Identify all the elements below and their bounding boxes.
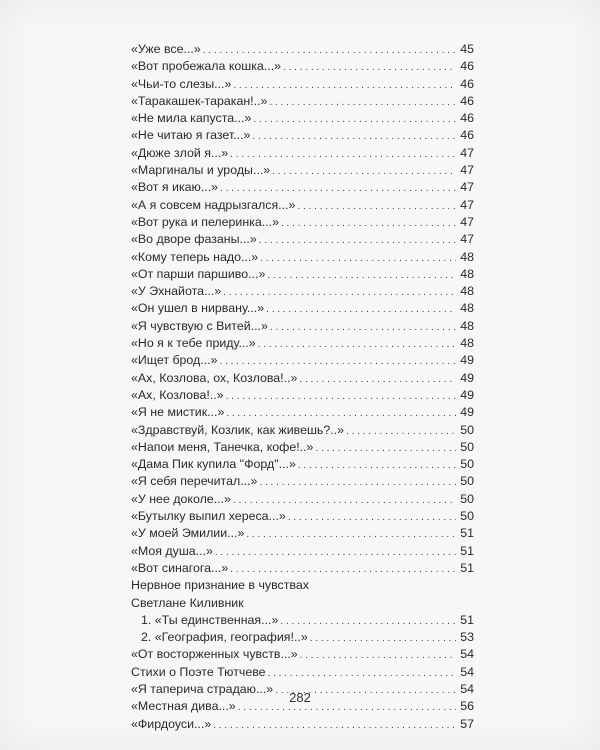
- toc-entry-title: «Ах, Козлова, ох, Козлова!..»: [131, 370, 298, 385]
- toc-list: [131, 41, 474, 577]
- toc-entry: [131, 300, 474, 317]
- dot-leader: [226, 404, 456, 422]
- toc-entry-page: 49: [460, 370, 474, 385]
- toc-entry-title: «Я не мистик...»: [131, 405, 225, 420]
- toc-entry: [131, 41, 474, 58]
- toc-entry-title: «У моей Эмилии...»: [131, 526, 245, 541]
- toc-entry: [131, 370, 474, 387]
- toc-entry-title: «Дюже злой я...»: [131, 145, 229, 160]
- toc-entry-page: 46: [460, 128, 474, 143]
- toc-entry-title: «У нее доколе...»: [131, 491, 231, 506]
- dot-leader: [258, 335, 456, 353]
- dot-leader: [230, 560, 456, 578]
- dot-leader: [267, 266, 456, 284]
- toc-entry: [131, 318, 474, 335]
- toc-tail-list: [131, 681, 474, 733]
- toc-entry: [131, 387, 474, 404]
- dot-leader: [281, 214, 456, 232]
- dot-leader: [299, 370, 456, 388]
- toc-entry: [131, 76, 474, 93]
- dot-leader: [230, 145, 456, 163]
- toc-entry-page: 47: [460, 197, 474, 212]
- dot-leader: [252, 127, 456, 145]
- dot-leader: [223, 283, 456, 301]
- toc-entry: [131, 249, 474, 266]
- toc-entry-title: 1. «Ты единственная...»: [141, 612, 279, 627]
- toc-entry-page: 54: [460, 647, 474, 662]
- toc-entry-title: «Бутылку выпил хереса...»: [131, 509, 286, 524]
- dot-leader: [346, 422, 456, 440]
- toc-entry-title: «Во дворе фазаны...»: [131, 232, 257, 247]
- dot-leader: [233, 491, 456, 509]
- toc-entry-page: 50: [460, 474, 474, 489]
- toc-entry-page: 48: [460, 266, 474, 281]
- dot-leader: [246, 525, 456, 543]
- toc-entry-page: 47: [460, 214, 474, 229]
- toc-entry-page: 50: [460, 457, 474, 472]
- toc-entry-title: 2. «География, география!..»: [141, 630, 308, 645]
- dot-leader: [298, 456, 456, 474]
- toc-entry-page: 47: [460, 180, 474, 195]
- toc-entry: [131, 612, 474, 629]
- toc-entry-page: 50: [460, 422, 474, 437]
- toc-section-entry: [131, 664, 474, 681]
- toc-entry-page: 56: [460, 699, 474, 714]
- toc-entry-page: 50: [460, 439, 474, 454]
- dot-leader: [280, 612, 456, 630]
- toc-entry-title: «От восторженных чувств...»: [131, 647, 298, 662]
- toc-entry: [131, 179, 474, 196]
- toc-entry: [131, 352, 474, 369]
- toc-entry-title: «Уже все...»: [131, 42, 201, 56]
- dot-leader: [315, 439, 456, 457]
- toc-entry-title: «Таракашек-таракан!..»: [131, 93, 268, 108]
- dot-leader: [226, 387, 456, 405]
- toc-entry-title: «Маргиналы и уроды...»: [131, 163, 271, 178]
- toc-entry-title: «Местная дива...»: [131, 699, 236, 714]
- toc-entry-title: «Здравствуй, Козлик, как живешь?..»: [131, 422, 345, 437]
- toc-entry: [131, 473, 474, 490]
- table-of-contents: [131, 41, 474, 733]
- toc-entry-page: 48: [460, 249, 474, 264]
- dot-leader: [220, 352, 456, 370]
- toc-entry-title: «Я таперича страдаю...»: [131, 681, 274, 696]
- toc-entry-page: 50: [460, 491, 474, 506]
- toc-entry-page: 53: [460, 630, 474, 645]
- toc-entry: [131, 283, 474, 300]
- toc-entry-title: «Я себя перечитал...»: [131, 474, 258, 489]
- dot-leader: [297, 197, 456, 215]
- toc-entry-title: «Не читаю я газет...»: [131, 128, 251, 143]
- toc-entry-title: «Он ушел в нирвану...»: [131, 301, 265, 316]
- section-heading-line1: Нервное признание в чувствах: [131, 578, 309, 593]
- toc-entry-title: «Чьи-то слезы...»: [131, 76, 232, 91]
- toc-entry-title: «Вот я икаю...»: [131, 180, 219, 195]
- toc-entry-title: «Вот синагога...»: [131, 560, 229, 575]
- dot-leader: [260, 249, 456, 267]
- toc-entry-title: «Я чувствую с Витей...»: [131, 318, 268, 333]
- toc-entry-page: 49: [460, 387, 474, 402]
- toc-entry-page: 46: [460, 76, 474, 91]
- toc-entry: [131, 214, 474, 231]
- toc-entry-page: 48: [460, 301, 474, 316]
- toc-entry: [131, 439, 474, 456]
- toc-entry: [131, 560, 474, 577]
- page-number: 282: [289, 690, 311, 705]
- toc-section-title: Стихи о Поэте Тютчеве: [131, 664, 266, 679]
- toc-entry: [131, 58, 474, 75]
- toc-entry-page: 47: [460, 163, 474, 178]
- toc-entry-page: 51: [460, 526, 474, 541]
- dot-leader: [310, 629, 456, 647]
- toc-entry-title: «Фирдоуси...»: [131, 716, 212, 731]
- toc-entry: [131, 335, 474, 352]
- toc-entry: [131, 127, 474, 144]
- toc-entry: [131, 162, 474, 179]
- toc-entry: [131, 491, 474, 508]
- toc-entry-page: 54: [460, 681, 474, 696]
- toc-entry-title: «Ах, Козлова!..»: [131, 387, 224, 402]
- toc-entry-page: 57: [460, 716, 474, 731]
- toc-entry: [131, 422, 474, 439]
- dot-leader: [288, 508, 456, 526]
- toc-entry-page: 51: [460, 543, 474, 558]
- toc-entry-page: 48: [460, 336, 474, 351]
- dot-leader: [203, 41, 456, 59]
- toc-entry: [131, 525, 474, 542]
- toc-entry-title: «Но я к тебе приду...»: [131, 336, 256, 351]
- toc-entry: [131, 404, 474, 421]
- toc-entry: [131, 629, 474, 646]
- dot-leader: [259, 473, 456, 491]
- toc-entry: [131, 110, 474, 127]
- toc-entry-title: «Напои меня, Танечка, кофе!..»: [131, 439, 314, 454]
- dot-leader: [220, 179, 456, 197]
- toc-entry-page: 46: [460, 93, 474, 108]
- toc-entry: [131, 93, 474, 110]
- toc-entry-page: 51: [460, 612, 474, 627]
- toc-section-page: 54: [460, 664, 474, 679]
- toc-entry-page: 46: [460, 111, 474, 126]
- toc-entry-page: 47: [460, 232, 474, 247]
- section-heading-line2: Светлане Киливник: [131, 595, 244, 610]
- toc-entry-title: «Ищет брод...»: [131, 353, 218, 368]
- toc-entry-page: 47: [460, 145, 474, 160]
- toc-entry-page: 49: [460, 405, 474, 420]
- toc-entry-title: «У Эхнайота...»: [131, 284, 222, 299]
- toc-entry: [131, 508, 474, 525]
- toc-entry-title: «От парши паршиво...»: [131, 266, 266, 281]
- dot-leader: [253, 110, 456, 128]
- dot-leader: [233, 76, 456, 94]
- toc-entry-page: 49: [460, 353, 474, 368]
- toc-entry-title: «А я совсем надрызгался...»: [131, 197, 296, 212]
- dot-leader: [213, 716, 456, 734]
- toc-entry-title: «Вот пробежала кошка...»: [131, 59, 282, 74]
- toc-entry: [131, 231, 474, 248]
- toc-entry: [131, 716, 474, 733]
- toc-entry-page: 48: [460, 284, 474, 299]
- toc-entry: [131, 456, 474, 473]
- dot-leader: [283, 58, 456, 76]
- dot-leader: [266, 300, 456, 318]
- toc-entry: [131, 266, 474, 283]
- dot-leader: [272, 162, 456, 180]
- dot-leader: [215, 543, 456, 561]
- toc-entry-page: 46: [460, 59, 474, 74]
- toc-entry-title: «Кому теперь надо...»: [131, 249, 259, 264]
- dot-leader: [259, 231, 456, 249]
- toc-entry-title: «Моя душа...»: [131, 543, 213, 558]
- toc-entry-page: 50: [460, 509, 474, 524]
- toc-entry-title: «Дама Пик купила "Форд"...»: [131, 457, 296, 472]
- toc-entry-title: «Вот рука и пелеринка...»: [131, 214, 279, 229]
- toc-entry-title: «Не мила капуста...»: [131, 111, 252, 126]
- toc-entry: [131, 543, 474, 560]
- dot-leader: [300, 646, 456, 664]
- toc-entry-page: 48: [460, 318, 474, 333]
- dot-leader: [269, 93, 456, 111]
- toc-entry-page: 51: [460, 560, 474, 575]
- toc-entry-page: 45: [460, 42, 474, 56]
- toc-entry: [131, 197, 474, 214]
- dot-leader: [270, 318, 456, 336]
- toc-entry: [131, 646, 474, 663]
- dot-leader: [268, 664, 456, 682]
- toc-entry: [131, 145, 474, 162]
